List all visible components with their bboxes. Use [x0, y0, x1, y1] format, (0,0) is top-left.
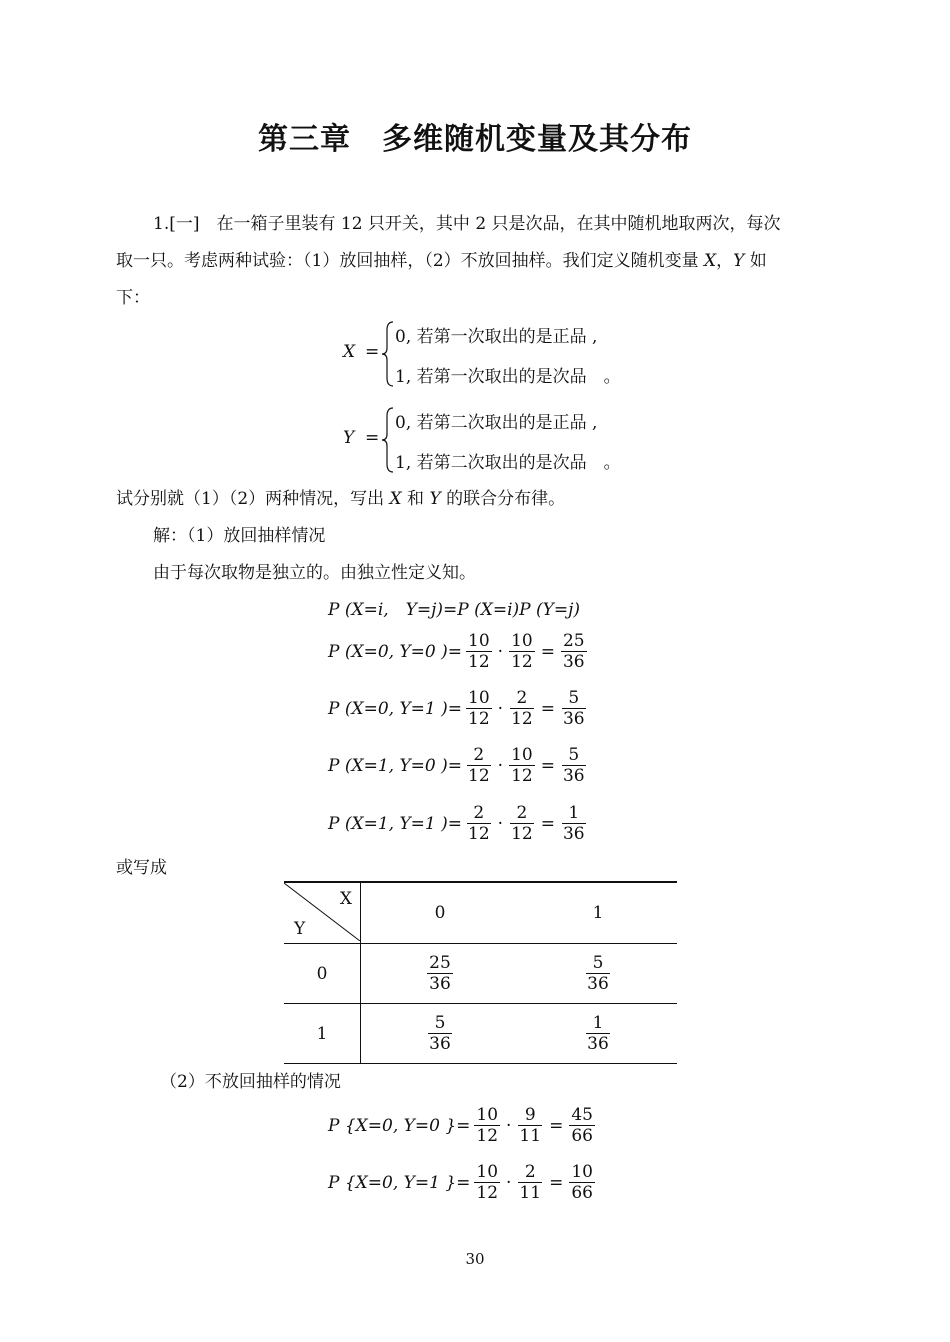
table-cell: $\frac{25}{36}$ — [361, 944, 520, 1004]
x-brace — [381, 320, 395, 388]
y-brace — [381, 406, 395, 474]
page-number: 30 — [465, 1250, 485, 1268]
or-write-label: 或写成 — [116, 858, 167, 878]
page-title: 第三章 多维随机变量及其分布 — [258, 122, 692, 157]
solution-heading: 解：（1）放回抽样情况 — [153, 526, 326, 546]
question: 试分别就（1）（2）两种情况，写出 X 和 Y 的联合分布律。 — [116, 489, 566, 509]
independence-reason: 由于每次取物是独立的。由独立性定义知。 — [153, 563, 476, 583]
x-case-0: 0, 若第一次取出的是正品 , — [395, 327, 598, 347]
probability-equation: P {X=0, Y=1 }= $\frac{10}{12}$ · $\frac{2}{11}$ = $\frac{10}{66}$ — [328, 1162, 593, 1203]
part2-heading: （2）不放回抽样的情况 — [160, 1072, 341, 1092]
corner-x-label: X — [339, 889, 352, 909]
problem-line-2: 取一只。考虑两种试验：（1）放回抽样，（2）不放回抽样。我们定义随机变量 X，Y 如 — [116, 251, 767, 271]
table-corner — [284, 882, 361, 944]
y-definition: Y = 0, 若第二次取出的是正品 , 1, 若第二次取出的是次品 。 — [343, 404, 643, 476]
x-case-1: 1, 若第一次取出的是次品 。 — [395, 367, 621, 387]
table-cell: $\frac{1}{36}$ — [519, 1004, 677, 1064]
problem-line-3: 下： — [116, 288, 150, 308]
independence-formula: P (X=i, Y=j)=P (X=i)P (Y=j) — [328, 600, 581, 620]
problem-line-1: 1.[一] 在一箱子里装有 12 只开关，其中 2 只是次品，在其中随机地取两次，每次 — [153, 214, 781, 234]
row-header: 1 — [284, 1004, 361, 1064]
y-case-1: 1, 若第二次取出的是次品 。 — [395, 453, 621, 473]
probability-equation: P {X=0, Y=0 }= $\frac{10}{12}$ · $\frac{9}{11}$ = $\frac{45}{66}$ — [328, 1105, 593, 1146]
joint-distribution-table — [284, 881, 677, 1064]
probability-equation: P (X=1, Y=1 )= $\frac{2}{12}$ · $\frac{2}{12}$ = $\frac{1}{36}$ — [328, 803, 585, 844]
col-header: 0 — [361, 882, 520, 944]
row-header: 0 — [284, 944, 361, 1004]
table-cell: $\frac{5}{36}$ — [519, 944, 677, 1004]
col-header: 1 — [519, 882, 677, 944]
table-cell: $\frac{5}{36}$ — [361, 1004, 520, 1064]
probability-equation: P (X=1, Y=0 )= $\frac{2}{12}$ · $\frac{10}{12}$ = $\frac{5}{36}$ — [328, 745, 585, 786]
probability-equation: P (X=0, Y=0 )= $\frac{10}{12}$ · $\frac{10}{12}$ = $\frac{25}{36}$ — [328, 631, 585, 672]
y-case-0: 0, 若第二次取出的是正品 , — [395, 413, 598, 433]
probability-equation: P (X=0, Y=1 )= $\frac{10}{12}$ · $\frac{2}{12}$ = $\frac{5}{36}$ — [328, 688, 585, 729]
corner-y-label: Y — [294, 919, 306, 939]
x-definition: X = 0, 若第一次取出的是正品 , 1, 若第一次取出的是次品 。 — [343, 318, 643, 390]
